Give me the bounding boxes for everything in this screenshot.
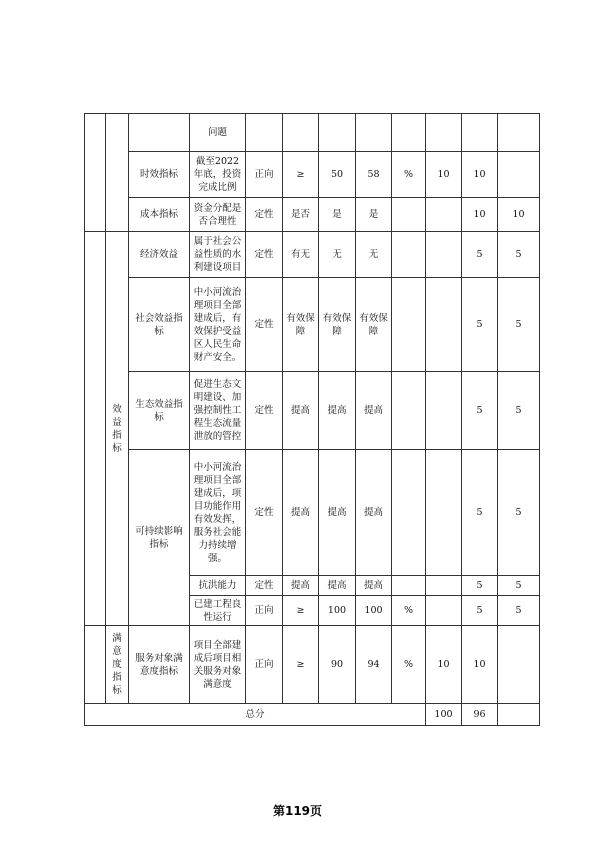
- indicator-nature: 定性: [246, 372, 283, 450]
- unit: %: [392, 626, 426, 704]
- total-label: 总分: [85, 704, 426, 726]
- actual-value: 有效保障: [319, 278, 356, 372]
- weight: 5: [462, 372, 498, 450]
- actual-value: 100: [356, 596, 392, 626]
- weight: 10: [426, 626, 462, 704]
- tertiary-indicator: 生态效益指标: [129, 372, 190, 450]
- total-score: 96: [462, 704, 498, 726]
- weight: 5: [462, 232, 498, 278]
- secondary-indicator-cell: [106, 114, 129, 232]
- note-value: 无: [356, 232, 392, 278]
- score: 5: [498, 596, 540, 626]
- weight: 10: [426, 152, 462, 198]
- indicator-nature: 正向: [246, 626, 283, 704]
- indicator-content: 截至2022年底，投资完成比例: [190, 152, 246, 198]
- note-value: 提高: [356, 576, 392, 596]
- tertiary-indicator: 成本指标: [129, 198, 190, 232]
- indicator-content: 促进生态文明建设、加强控制性工程生态流量泄放的管控: [190, 372, 246, 450]
- score: 10: [462, 626, 498, 704]
- target-value: 50: [319, 152, 356, 198]
- table-row: [85, 114, 540, 152]
- score: 10: [462, 152, 498, 198]
- indicator-nature: 定性: [246, 198, 283, 232]
- table-row: [85, 626, 540, 704]
- actual-value: 提高: [319, 450, 356, 576]
- note-value: 是: [356, 198, 392, 232]
- target-value: 90: [319, 626, 356, 704]
- secondary-indicator: 满意度指标: [106, 626, 129, 704]
- indicator-nature: 定性: [246, 450, 283, 576]
- note-value: 提高: [356, 450, 392, 576]
- weight: 5: [462, 278, 498, 372]
- score: 5: [498, 372, 540, 450]
- tertiary-indicator: 服务对象满意度指标: [129, 626, 190, 704]
- unit: %: [392, 152, 426, 198]
- tertiary-indicator: 时效指标: [129, 152, 190, 198]
- indicator-nature: 定性: [246, 232, 283, 278]
- tertiary-indicator: 社会效益指标: [129, 278, 190, 372]
- indicator-content: 已建工程良性运行: [190, 596, 246, 626]
- unit: %: [392, 596, 426, 626]
- indicator-nature: 正向: [246, 152, 283, 198]
- tertiary-indicator-cell: [129, 114, 190, 152]
- indicator-content: 问题: [190, 114, 246, 152]
- target-value: 是否: [283, 198, 319, 232]
- indicator-nature: 正向: [246, 596, 283, 626]
- target-value: 有效保障: [283, 278, 319, 372]
- primary-indicator-cell: [85, 232, 106, 626]
- actual-value: 94: [356, 626, 392, 704]
- actual-value: 无: [319, 232, 356, 278]
- indicator-nature: 定性: [246, 278, 283, 372]
- performance-indicator-table: [84, 113, 540, 726]
- indicator-operator: ≥: [283, 596, 319, 626]
- actual-value: 58: [356, 152, 392, 198]
- secondary-indicator: 效益指标: [106, 232, 129, 626]
- indicator-operator: ≥: [283, 152, 319, 198]
- primary-indicator-cell: [85, 114, 106, 232]
- weight: 5: [462, 596, 498, 626]
- table-row: [85, 278, 540, 372]
- tertiary-indicator: 经济效益: [129, 232, 190, 278]
- indicator-content: 中小河流治理项目全部建成后，项目功能作用有效发挥，服务社会能力持续增强。: [190, 450, 246, 576]
- indicator-content: 资金分配是否合理性: [190, 198, 246, 232]
- actual-value: 提高: [319, 576, 356, 596]
- note-value: 有效保障: [356, 278, 392, 372]
- indicator-nature: 定性: [246, 576, 283, 596]
- indicator-content: 中小河流治理项目全部建成后，有效保护受益区人民生命财产安全。: [190, 278, 246, 372]
- table-row: [85, 372, 540, 450]
- actual-value: 提高: [319, 372, 356, 450]
- target-value: 提高: [283, 576, 319, 596]
- weight: 5: [462, 450, 498, 576]
- table-row: [85, 232, 540, 278]
- table-row: [85, 450, 540, 576]
- indicator-content: 抗洪能力: [190, 576, 246, 596]
- page-number: 第119页: [272, 804, 323, 818]
- score: 10: [498, 198, 540, 232]
- table-row: [85, 152, 540, 198]
- total-weight: 100: [426, 704, 462, 726]
- note-value: 提高: [356, 372, 392, 450]
- indicator-operator: ≥: [283, 626, 319, 704]
- score: 5: [498, 450, 540, 576]
- weight: 10: [462, 198, 498, 232]
- indicator-content: 属于社会公益性质的水利建设项目: [190, 232, 246, 278]
- weight: 5: [462, 576, 498, 596]
- primary-indicator-cell: [85, 626, 106, 704]
- score: 5: [498, 232, 540, 278]
- table-row: [85, 198, 540, 232]
- score: 5: [498, 576, 540, 596]
- target-value: 提高: [283, 372, 319, 450]
- actual-value: 是: [319, 198, 356, 232]
- total-row: [85, 704, 540, 726]
- target-value: 有无: [283, 232, 319, 278]
- score: 5: [498, 278, 540, 372]
- tertiary-indicator: 可持续影响指标: [129, 450, 190, 626]
- target-value: 100: [319, 596, 356, 626]
- indicator-content: 项目全部建成后项目相关服务对象满意度: [190, 626, 246, 704]
- target-value: 提高: [283, 450, 319, 576]
